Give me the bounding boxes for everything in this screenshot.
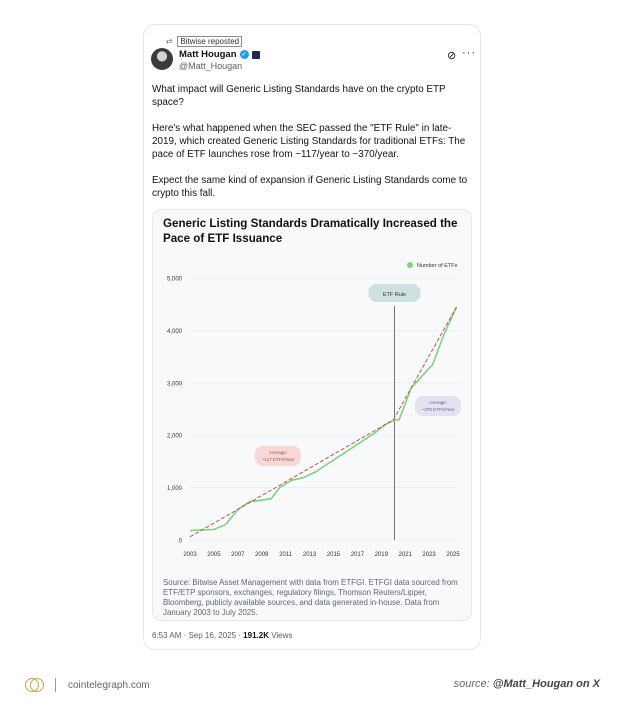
x-tick-label: 2025 [446, 552, 460, 558]
legend-marker [407, 262, 413, 268]
repost-label[interactable]: Bitwise reposted [177, 36, 242, 47]
annotation-pre-line1: Average: [269, 450, 287, 455]
trendline [190, 420, 393, 537]
annotation-post-line1: Average: [429, 400, 447, 405]
more-icon[interactable]: ··· [462, 47, 476, 59]
chart-svg [153, 210, 471, 620]
affiliate-badge-icon[interactable] [252, 51, 260, 59]
x-tick-label: 2021 [398, 552, 412, 558]
verified-badge-icon: ✓ [241, 52, 247, 58]
annotation-pre-line2: ~117 ETFs/Year [261, 457, 295, 462]
tweet-paragraph: Here's what happened when the SEC passed the "ETF Rule" in late-2019, which created Generic Listing Standards for traditional ETFs: The pace of ETF launches rose from ~117/year to ~370/year. [152, 123, 466, 160]
etf-rule-label: ETF Rule [382, 292, 407, 298]
site-name: cointelegraph.com [68, 679, 150, 691]
x-tick-label: 2015 [326, 552, 341, 558]
source-prefix: source: [453, 678, 493, 690]
y-tick-label: 2,000 [166, 433, 182, 440]
footer-brand [25, 678, 150, 692]
footer-source [454, 678, 600, 690]
tweet-text [152, 83, 474, 213]
tweet-meta [152, 631, 292, 640]
avatar[interactable] [151, 48, 173, 70]
x-tick-label: 2003 [183, 552, 197, 558]
divider [55, 678, 56, 692]
chart-image[interactable] [152, 209, 472, 621]
x-tick-label: 2019 [374, 552, 388, 558]
timestamp[interactable]: 6:53 AM · Sep 16, 2025 · [152, 631, 244, 640]
grok-icon[interactable]: ⊘ [447, 50, 457, 62]
legend-label: Number of ETFs [417, 263, 458, 269]
author-name[interactable]: Matt Hougan [179, 49, 237, 60]
chart-title: Generic Listing Standards Dramatically Increased the Pace of ETF Issuance [163, 217, 458, 245]
views-count: 191.2K [243, 631, 269, 640]
y-tick-label: 4,000 [166, 328, 182, 335]
x-tick-label: 2009 [255, 552, 269, 558]
y-tick-label: 5,000 [166, 276, 182, 283]
y-tick-label: 1,000 [166, 486, 182, 493]
x-tick-label: 2005 [207, 552, 221, 558]
views-label: Views [268, 631, 293, 640]
annotation-box-post [415, 396, 461, 416]
x-tick-label: 2017 [350, 552, 365, 558]
tweet-paragraph: Expect the same kind of expansion if Generic Listing Standards come to crypto this fall. [152, 175, 468, 199]
repost-icon: ⮂ [166, 36, 173, 46]
y-tick-label: 3,000 [166, 381, 182, 388]
x-tick-label: 2023 [422, 552, 436, 558]
annotation-post-line2: ~370 ETFs/Year [421, 407, 455, 412]
annotation-box-pre [255, 446, 301, 466]
x-tick-label: 2007 [231, 552, 245, 558]
repost-header [166, 36, 242, 47]
cointelegraph-logo-icon [25, 678, 43, 692]
chart-source: Source: Bitwise Asset Management with data from ETFGI. ETFGI data sourced from ETF/ETP sponsors, exchanges, regulatory filings, Thomson Reuters/Lipper, Bloomberg, publicly available sources, and data generated in-house. Data from January 2003 to July 2025. [163, 578, 458, 617]
source-name: @Matt_Hougan on X [492, 678, 600, 690]
author-name-row[interactable] [179, 49, 260, 60]
x-tick-label: 2013 [302, 552, 317, 558]
series-line-etfs [190, 307, 457, 531]
author-handle[interactable]: @Matt_Hougan [179, 61, 243, 71]
y-tick-label: 0 [178, 538, 182, 545]
x-tick-label: 2011 [279, 552, 293, 558]
tweet-paragraph: What impact will Generic Listing Standards have on the crypto ETP space? [152, 84, 446, 108]
